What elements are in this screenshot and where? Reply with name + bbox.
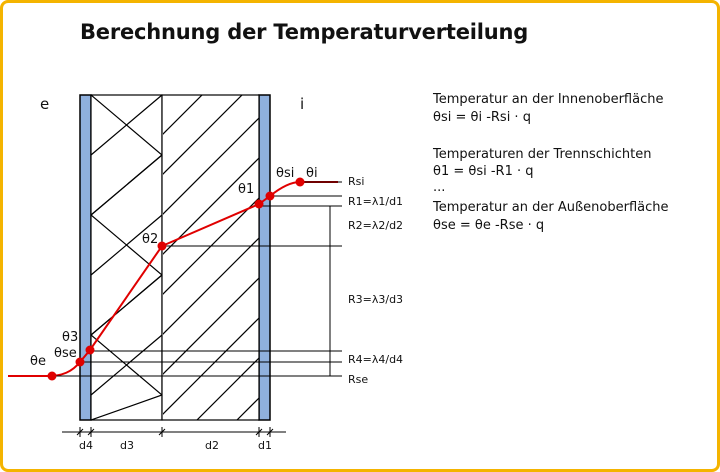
hatch-line bbox=[162, 0, 259, 95]
label-r-4: R4=λ4/d4 bbox=[348, 353, 404, 366]
label-theta-3: θ3 bbox=[62, 330, 79, 345]
label-r-si: Rsi bbox=[348, 175, 365, 188]
page-title: Berechnung der Temperaturverteilung bbox=[80, 20, 529, 44]
label-r-se: Rse bbox=[348, 373, 369, 386]
point-theta-i bbox=[296, 178, 305, 187]
label-theta-1: θ1 bbox=[238, 182, 255, 197]
point-theta-3 bbox=[86, 346, 95, 355]
inner-surface-heading: Temperatur an der Innenoberfläche bbox=[433, 92, 664, 107]
label-d2: d2 bbox=[205, 439, 219, 452]
label-d3: d3 bbox=[120, 439, 134, 452]
point-theta-se bbox=[76, 358, 85, 367]
inside-label: i bbox=[300, 95, 305, 113]
outer-surface-formula: θse = θe -Rse · q bbox=[433, 218, 545, 233]
inner-plaster-layer bbox=[259, 95, 270, 420]
point-theta-1 bbox=[255, 200, 264, 209]
label-theta-e: θe bbox=[30, 354, 46, 369]
label-r-3: R3=λ3/d3 bbox=[348, 293, 404, 306]
point-theta-si bbox=[266, 192, 275, 201]
layers-formula: θ1 = θsi -R1 · q bbox=[433, 164, 534, 179]
inner-surface-formula: θsi = θi -Rsi · q bbox=[433, 110, 531, 125]
label-d1: d1 bbox=[258, 439, 272, 452]
label-d4: d4 bbox=[79, 439, 93, 452]
masonry-layer bbox=[162, 0, 259, 472]
label-theta-se: θse bbox=[54, 346, 77, 361]
label-r-1: R1=λ1/d1 bbox=[348, 195, 404, 208]
outside-label: e bbox=[40, 95, 50, 113]
point-theta-2 bbox=[158, 242, 167, 251]
outer-plaster-layer bbox=[80, 95, 91, 420]
label-theta-si: θsi bbox=[276, 166, 295, 181]
insulation-layer bbox=[91, 95, 162, 420]
label-theta-i: θi bbox=[306, 166, 318, 181]
label-theta-2: θ2 bbox=[142, 232, 159, 247]
thickness-dimension-line bbox=[62, 427, 286, 437]
point-theta-e bbox=[48, 372, 57, 381]
label-r-2: R2=λ2/d2 bbox=[348, 219, 404, 232]
outer-surface-heading: Temperatur an der Außenoberfläche bbox=[433, 200, 669, 215]
ellipsis: ... bbox=[433, 180, 446, 195]
layers-heading: Temperaturen der Trennschichten bbox=[433, 147, 652, 162]
